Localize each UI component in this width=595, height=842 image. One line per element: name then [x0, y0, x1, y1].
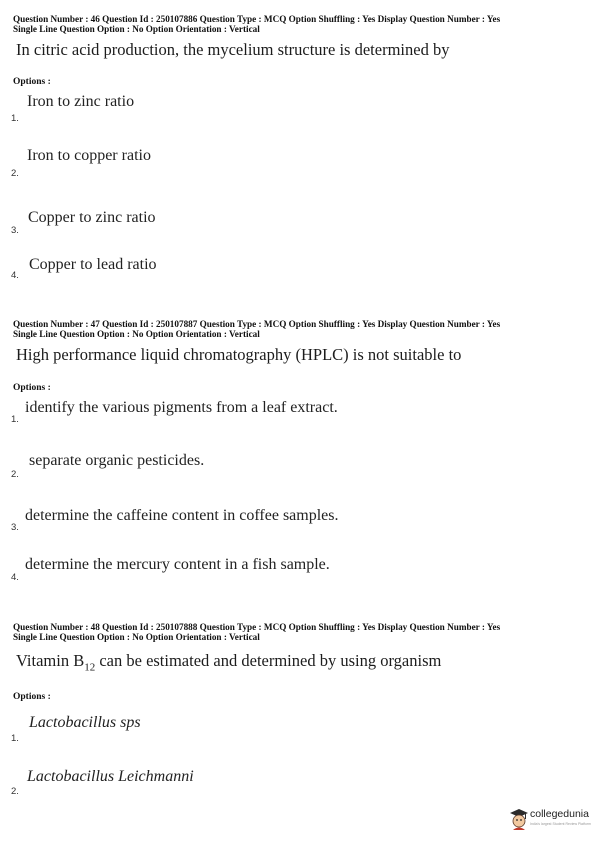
graduate-mascot-icon [508, 806, 530, 832]
option-number: 4. [11, 572, 19, 583]
brand-tagline: India's largest Student Review Platform [530, 822, 591, 826]
question-text [16, 651, 441, 673]
option-text: determine the mercury content in a fish sample. [25, 556, 330, 573]
question-meta-line1: Question Number : 47 Question Id : 250107887 Question Type : MCQ Option Shuffling : Yes Display Question Number : Yes [13, 319, 501, 329]
option-number: 1. [11, 113, 19, 124]
option-number: 3. [11, 225, 19, 236]
brand-name: collegedunia [530, 808, 589, 820]
question-meta-line1: Question Number : 48 Question Id : 250107888 Question Type : MCQ Option Shuffling : Yes Display Question Number : Yes [13, 622, 501, 632]
option-text: Lactobacillus Leichmanni [27, 768, 194, 785]
option-number: 1. [11, 733, 19, 744]
option-number: 4. [11, 270, 19, 281]
option-text: separate organic pesticides. [29, 452, 205, 469]
option-number: 2. [11, 786, 19, 797]
collegedunia-watermark [508, 806, 592, 832]
option-text: Copper to lead ratio [29, 256, 157, 273]
option-number: 2. [11, 469, 19, 480]
option-text: Lactobacillus sps [29, 714, 141, 731]
question-meta-line2: Single Line Question Option : No Option Orientation : Vertical [13, 632, 260, 642]
options-label: Options : [13, 77, 51, 87]
option-text: Copper to zinc ratio [28, 209, 156, 226]
subscript: 12 [84, 661, 96, 674]
option-text: determine the caffeine content in coffee samples. [25, 507, 339, 524]
question-text: High performance liquid chromatography (HPLC) is not suitable to [16, 345, 462, 364]
question-meta-line2: Single Line Question Option : No Option Orientation : Vertical [13, 24, 260, 34]
option-text: Iron to zinc ratio [27, 93, 135, 110]
option-text: identify the various pigments from a leaf extract. [25, 399, 338, 416]
option-number: 1. [11, 414, 19, 425]
option-text: Iron to copper ratio [27, 147, 151, 164]
options-label: Options : [13, 383, 51, 393]
question-text: In citric acid production, the mycelium structure is determined by [16, 40, 450, 59]
question-text-part: can be estimated and determined by using organism [95, 651, 442, 670]
option-number: 2. [11, 168, 19, 179]
options-label: Options : [13, 692, 51, 702]
question-meta-line1: Question Number : 46 Question Id : 250107886 Question Type : MCQ Option Shuffling : Yes Display Question Number : Yes [13, 14, 501, 24]
option-number: 3. [11, 522, 19, 533]
question-text-part: Vitamin B [16, 651, 85, 670]
question-meta-line2: Single Line Question Option : No Option Orientation : Vertical [13, 329, 260, 339]
